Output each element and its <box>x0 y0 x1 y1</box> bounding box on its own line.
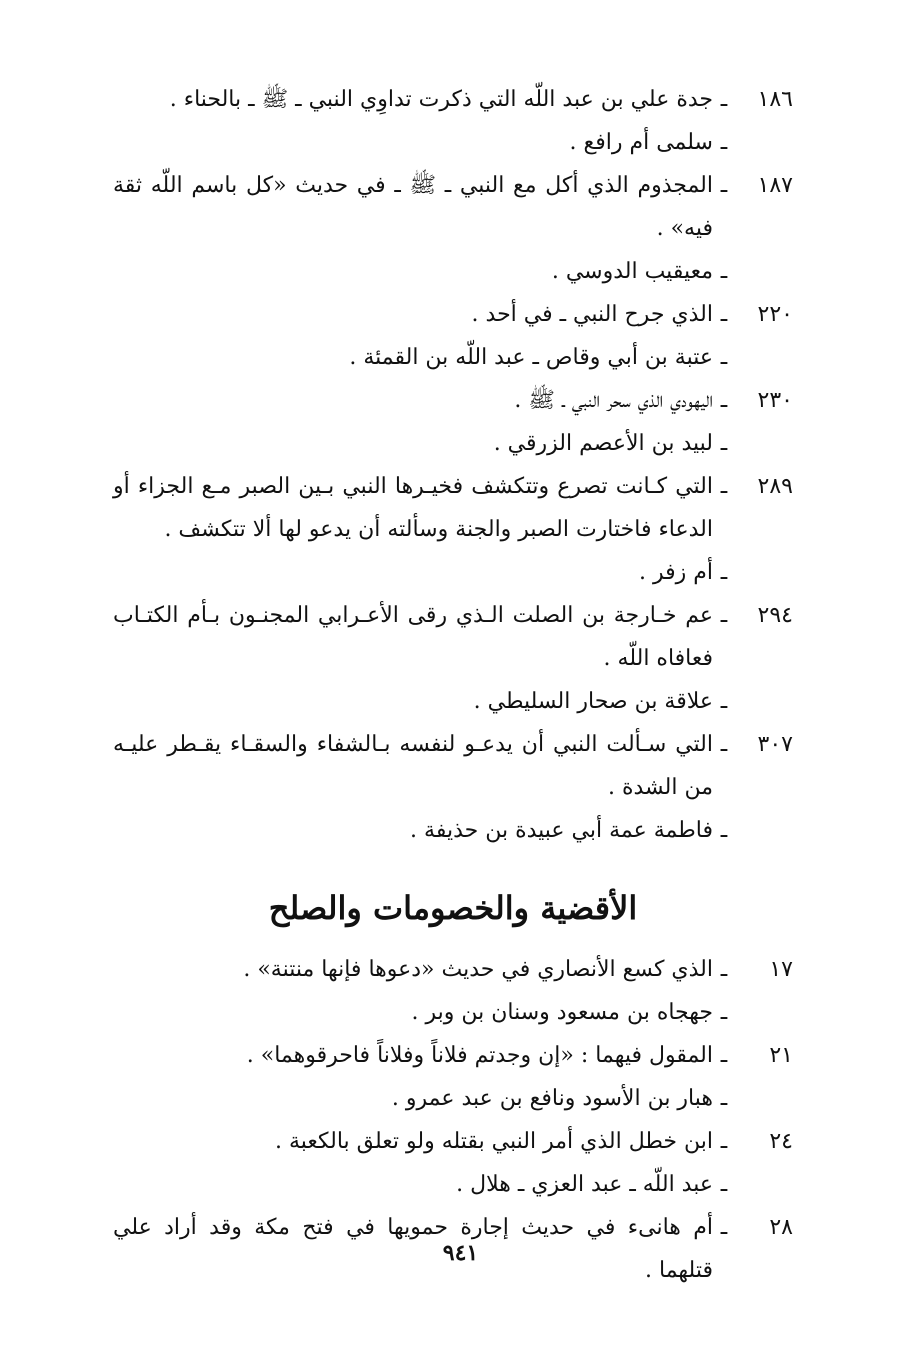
entry-answer-text: عبد اللّه ـ عبد العزي ـ هلال . <box>456 1172 713 1197</box>
entry-row <box>113 1034 793 1077</box>
entry-number: ٢٢٠ <box>757 302 793 327</box>
entry-text: أم هانىء في حديث إجارة حمويها في فتح مكة وقد أراد علي قتلهما . <box>113 1215 713 1283</box>
entry-dash: ـ <box>720 603 728 628</box>
entry-answer-dash: ـ <box>720 818 728 843</box>
entry-number: ٢٨٩ <box>757 474 793 499</box>
entry-text: المقول فيهما : «إن وجدتم فلاناً وفلاناً فاحرقوهما» . <box>246 1043 713 1068</box>
entry-row <box>113 293 793 336</box>
entry-number: ١٧ <box>769 957 793 982</box>
entry-answer-text: معيقيب الدوسي . <box>551 259 713 284</box>
entry-answer <box>113 121 793 164</box>
entry-dash: ـ <box>720 1215 728 1240</box>
entry-text: عم خـارجة بن الصلت الـذي رقى الأعـرابي المجنـون بـأم الكتـاب فعافاه اللّه . <box>113 603 713 671</box>
entry-dash: ـ <box>720 732 728 757</box>
entry-text: اليهودي الذي سحر النبي ـ ﷺ . <box>514 388 713 413</box>
entry-text: الذي جرح النبي ـ في أحد . <box>471 302 713 327</box>
entry-number: ١٨٦ <box>757 87 793 112</box>
page-content <box>113 78 793 1292</box>
entry-row <box>113 723 793 809</box>
entry-number: ٢٨ <box>769 1215 793 1240</box>
entry-answer-text: جهجاه بن مسعود وسنان بن وبر . <box>411 1000 713 1025</box>
entry-answer <box>113 1077 793 1120</box>
entry-answer-text: علاقة بن صحار السليطي . <box>473 689 713 714</box>
entry-row <box>113 465 793 551</box>
entry-row <box>113 78 793 121</box>
entry-dash: ـ <box>720 1129 728 1154</box>
entry-row <box>113 948 793 991</box>
entry-answer-dash: ـ <box>720 259 728 284</box>
entry-answer-dash: ـ <box>720 689 728 714</box>
entry-answer-dash: ـ <box>720 560 728 585</box>
entry-answer-dash: ـ <box>720 1000 728 1025</box>
entry-row <box>113 379 793 422</box>
entry-dash: ـ <box>720 957 728 982</box>
entry-text: التي سـألت النبي أن يدعـو لنفسه بـالشفاء والسقـاء يقـطر عليـه من الشدة . <box>113 732 713 800</box>
entry-number: ٣٠٧ <box>757 732 793 757</box>
entry-number: ٢١ <box>769 1043 793 1068</box>
page-number: ٩٤١ <box>442 1240 479 1266</box>
entry-row <box>113 164 793 250</box>
entry-dash: ـ <box>720 87 728 112</box>
entry-answer-dash: ـ <box>720 345 728 370</box>
entry-answer-dash: ـ <box>720 431 728 456</box>
entry-answer <box>113 680 793 723</box>
entry-answer-text: أم زفر . <box>639 560 713 585</box>
entry-answer <box>113 1163 793 1206</box>
entry-dash: ـ <box>720 474 728 499</box>
entry-answer-dash: ـ <box>720 130 728 155</box>
entry-answer-dash: ـ <box>720 1172 728 1197</box>
entry-text: جدة علي بن عبد اللّه التي ذكرت تداوِي النبي ـ ﷺ ـ بالحناء . <box>169 87 713 112</box>
entry-text: المجذوم الذي أكل مع النبي ـ ﷺ ـ في حديث «كل باسم اللّه ثقة فيه» . <box>113 173 713 241</box>
entry-answer <box>113 809 793 852</box>
entry-dash: ـ <box>720 173 728 198</box>
entry-answer-text: سلمى أم رافع . <box>569 130 713 155</box>
entry-dash: ـ <box>720 1043 728 1068</box>
entry-answer-text: عتبة بن أبي وقاص ـ عبد اللّه بن القمئة . <box>349 345 713 370</box>
entry-number: ٢٣٠ <box>757 388 793 413</box>
entry-number: ١٨٧ <box>757 173 793 198</box>
entry-dash: ـ <box>720 302 728 327</box>
entry-answer-dash: ـ <box>720 1086 728 1111</box>
entry-answer <box>113 422 793 465</box>
entry-text: التي كـانت تصرع وتتكشف فخيـرها النبي بـين الصبر مـع الجزاء أو الدعاء فاختارت الصبر والجنة وسألته أن يدعو لها ألا تتكشف . <box>113 474 713 542</box>
entry-row <box>113 594 793 680</box>
entry-answer <box>113 991 793 1034</box>
entry-dash: ـ <box>720 388 728 413</box>
entry-answer-text: فاطمة عمة أبي عبيدة بن حذيفة . <box>410 818 713 843</box>
entry-number: ٢٩٤ <box>757 603 793 628</box>
entry-text: الذي كسع الأنصاري في حديث «دعوها فإنها منتنة» . <box>243 957 713 982</box>
entry-answer <box>113 336 793 379</box>
entry-number: ٢٤ <box>769 1129 793 1154</box>
entry-answer <box>113 250 793 293</box>
entry-answer <box>113 551 793 594</box>
entry-row <box>113 1120 793 1163</box>
entry-answer-text: لبيد بن الأعصم الزرقي . <box>493 431 713 456</box>
entry-text: ابن خطل الذي أمر النبي بقتله ولو تعلق بالكعبة . <box>274 1129 713 1154</box>
entry-answer-text: هبار بن الأسود ونافع بن عبد عمرو . <box>391 1086 713 1111</box>
entries-list-part1 <box>113 78 793 852</box>
section-title: الأقضية والخصومات والصلح <box>268 889 638 927</box>
